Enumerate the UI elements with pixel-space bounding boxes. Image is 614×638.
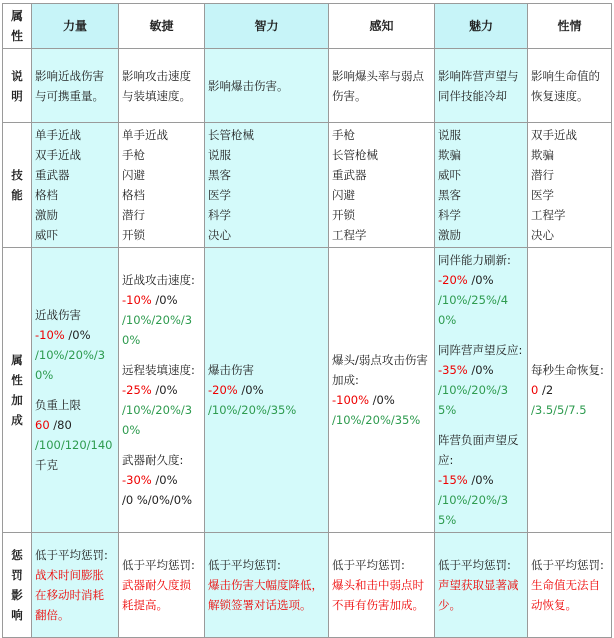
skill-item: 黑客 — [208, 168, 231, 182]
penalty-text: 爆击伤害大幅度降低，解锁签署对话选项。 — [208, 578, 323, 612]
skill-item: 威吓 — [35, 228, 58, 242]
skill-item: 欺骗 — [531, 148, 554, 162]
corner-header: 属 性 — [3, 4, 32, 49]
bonus-label: 阵营负面声望反应: — [438, 433, 519, 467]
penalty-intelligence — [205, 533, 329, 638]
bonus-low-value: -30% — [122, 473, 152, 487]
bonus-high-values: /10%/20%/35% — [438, 493, 509, 527]
skills-perception — [329, 123, 435, 248]
bonus-high-values: /10%/20%/35% — [438, 383, 509, 417]
bonus-low-value: 60 — [35, 418, 50, 432]
skills-strength — [32, 123, 119, 248]
bonus-label: 远程装填速度: — [122, 363, 195, 377]
skills-temperament — [528, 123, 612, 248]
desc-intelligence: 影响爆击伤害。 — [205, 49, 329, 123]
skill-item: 科学 — [208, 208, 231, 222]
bonus-low-value: -25% — [122, 383, 152, 397]
bonus-label: 近战攻击速度: — [122, 273, 195, 287]
bonus-high-values: /10%/20%/35% — [208, 403, 297, 417]
skill-item: 激励 — [438, 228, 461, 242]
penalty-label: 低于平均惩罚: — [438, 558, 511, 572]
skill-item: 单手近战 — [122, 128, 168, 142]
bonus-low-value: -35% — [438, 363, 468, 377]
skill-item: 闪避 — [122, 168, 145, 182]
bonus-low-value: -10% — [35, 328, 65, 342]
skill-item: 工程学 — [531, 208, 566, 222]
bonus-high-values: /10%/20%/30% — [35, 348, 106, 382]
col-header-strength: 力量 — [32, 4, 119, 49]
bonus-low-value: 0 — [531, 383, 539, 397]
bonus-low-value: -15% — [438, 473, 468, 487]
skill-item: 决心 — [208, 228, 231, 242]
col-header-charm: 魅力 — [435, 4, 528, 49]
skill-item: 决心 — [531, 228, 554, 242]
skills-charm — [435, 123, 528, 248]
row-label-description: 说 明 — [3, 49, 32, 123]
bonus-base-value: /0% — [237, 383, 264, 397]
skill-item: 医学 — [531, 188, 554, 202]
bonus-charm — [435, 248, 528, 533]
penalty-text: 爆头和击中弱点时不再有伤害加成。 — [332, 578, 424, 612]
penalty-label: 低于平均惩罚: — [531, 558, 604, 572]
skill-item: 格档 — [35, 188, 58, 202]
bonus-base-value: /0% — [467, 273, 494, 287]
skill-item: 重武器 — [35, 168, 70, 182]
penalty-label: 低于平均惩罚: — [35, 548, 108, 562]
col-header-dexterity: 敏捷 — [119, 4, 205, 49]
skill-item: 长管枪械 — [332, 148, 378, 162]
bonus-high-values: /10%/20%/35% — [332, 413, 421, 427]
bonus-high-values: /10%/20%/30% — [122, 403, 193, 437]
col-header-temperament: 性情 — [528, 4, 612, 49]
bonus-high-values: /10%/20%/30% — [122, 313, 193, 347]
desc-dexterity: 影响攻击速度与装填速度。 — [119, 49, 205, 123]
desc-charm: 影响阵营声望与同伴技能冷却 — [435, 49, 528, 123]
desc-temperament: 影响生命值的恢复速度。 — [528, 49, 612, 123]
skill-item: 说服 — [438, 128, 461, 142]
skills-row — [3, 123, 612, 248]
bonus-base-value: /2 — [538, 383, 554, 397]
bonus-base-value: /0% — [64, 328, 91, 342]
col-header-perception: 感知 — [329, 4, 435, 49]
bonus-label: 爆击伤害 — [208, 363, 254, 377]
penalty-text: 声望获取显著减少。 — [438, 578, 519, 612]
skill-item: 闪避 — [332, 188, 355, 202]
skill-item: 激励 — [35, 208, 58, 222]
skill-item: 格档 — [122, 188, 145, 202]
col-header-intelligence: 智力 — [205, 4, 329, 49]
penalty-label: 低于平均惩罚: — [208, 558, 281, 572]
bonus-base-value: /0% — [467, 473, 494, 487]
penalty-row — [3, 533, 612, 638]
bonus-row — [3, 248, 612, 533]
skill-item: 手枪 — [122, 148, 145, 162]
skill-item: 开锁 — [122, 228, 145, 242]
skill-item: 重武器 — [332, 168, 367, 182]
bonus-label: 同伴能力刷新: — [438, 253, 511, 267]
header-row — [3, 4, 612, 49]
desc-perception: 影响爆头率与弱点伤害。 — [329, 49, 435, 123]
skill-item: 说服 — [208, 148, 231, 162]
bonus-unit: 千克 — [35, 458, 58, 472]
bonus-high-values: /0 %/0%/0% — [122, 493, 193, 507]
description-row — [3, 49, 612, 123]
row-label-skills: 技 能 — [3, 123, 32, 248]
bonus-base-value: /80 — [49, 418, 72, 432]
bonus-label: 武器耐久度: — [122, 453, 184, 467]
penalty-perception — [329, 533, 435, 638]
bonus-base-value: /0% — [151, 473, 178, 487]
bonus-intelligence — [205, 248, 329, 533]
bonus-low-value: -10% — [122, 293, 152, 307]
bonus-label: 近战伤害 — [35, 308, 81, 322]
bonus-base-value: /0% — [467, 363, 494, 377]
skill-item: 双手近战 — [531, 128, 577, 142]
skill-item: 威吓 — [438, 168, 461, 182]
bonus-low-value: -20% — [208, 383, 238, 397]
skill-item: 手枪 — [332, 128, 355, 142]
skills-dexterity — [119, 123, 205, 248]
bonus-high-values: /3.5/5/7.5 — [531, 403, 587, 417]
skill-item: 工程学 — [332, 228, 367, 242]
row-label-penalty: 惩 罚 影 响 — [3, 533, 32, 638]
skill-item: 欺骗 — [438, 148, 461, 162]
bonus-label: 爆头/弱点攻击伤害加成: — [332, 353, 428, 387]
bonus-base-value: /0% — [369, 393, 395, 407]
bonus-perception — [329, 248, 435, 533]
skills-intelligence — [205, 123, 329, 248]
penalty-text: 战术时间膨胀在移动时消耗翻倍。 — [35, 568, 104, 622]
skill-item: 单手近战 — [35, 128, 81, 142]
bonus-low-value: -20% — [438, 273, 468, 287]
bonus-dexterity — [119, 248, 205, 533]
bonus-label: 负重上限 — [35, 398, 81, 412]
penalty-dexterity — [119, 533, 205, 638]
bonus-label: 同阵营声望反应: — [438, 343, 523, 357]
row-label-bonus: 属 性 加 成 — [3, 248, 32, 533]
skill-item: 双手近战 — [35, 148, 81, 162]
bonus-low-value: -100% — [332, 393, 370, 407]
bonus-temperament — [528, 248, 612, 533]
bonus-base-value: /0% — [151, 293, 178, 307]
desc-strength: 影响近战伤害与可携重量。 — [32, 49, 119, 123]
skill-item: 长管枪械 — [208, 128, 254, 142]
penalty-temperament — [528, 533, 612, 638]
attribute-table — [2, 3, 612, 638]
skill-item: 潜行 — [122, 208, 145, 222]
bonus-high-values: /10%/25%/40% — [438, 293, 509, 327]
penalty-label: 低于平均惩罚: — [332, 558, 405, 572]
skill-item: 科学 — [438, 208, 461, 222]
skill-item: 黑客 — [438, 188, 461, 202]
bonus-strength — [32, 248, 119, 533]
skill-item: 医学 — [208, 188, 231, 202]
skill-item: 开锁 — [332, 208, 355, 222]
bonus-high-values: /100/120/140 — [35, 438, 113, 452]
penalty-strength — [32, 533, 119, 638]
penalty-text: 武器耐久度损耗提高。 — [122, 578, 191, 612]
penalty-charm — [435, 533, 528, 638]
bonus-base-value: /0% — [151, 383, 178, 397]
bonus-label: 每秒生命恢复: — [531, 363, 604, 377]
skill-item: 潜行 — [531, 168, 554, 182]
penalty-label: 低于平均惩罚: — [122, 558, 195, 572]
penalty-text: 生命值无法自动恢复。 — [531, 578, 600, 612]
